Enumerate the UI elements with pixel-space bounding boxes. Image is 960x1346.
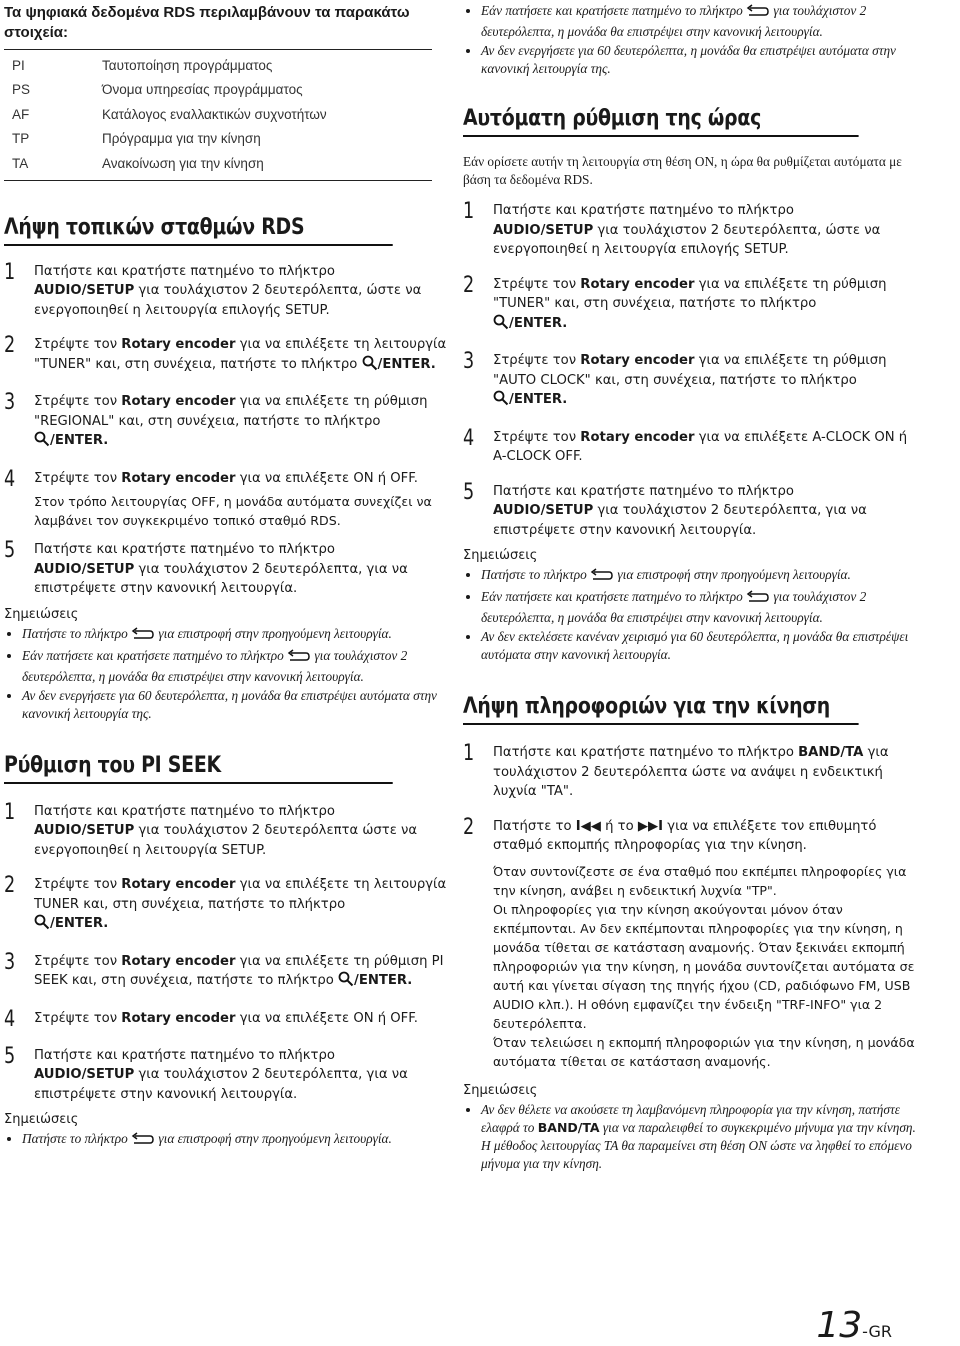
prev-track-icon: I◀◀ [575,818,601,834]
note-item [22,647,456,686]
rds-intro: Τα ψηφιακά δεδομένα RDS περιλαμβάνουν τα παρακάτω στοιχεία: [4,4,410,41]
text: Εάν πατήσετε και κρατήσετε πατημένο το πλήκτρο [481,589,747,604]
notes-list [4,1130,456,1151]
text: για τουλάχιστον 2 δευτερόλεπτα, για να επιστρέψετε στην κανονική λειτουργία. [34,1067,408,1102]
text: Πατήστε το πλήκτρο [22,1131,132,1146]
text: Πατήστε και κρατήστε πατημένο το πλήκτρο [493,203,794,218]
rds-desc: Κατάλογος εναλλακτικών συχνοτήτων [102,106,327,122]
text: για να επιλέξετε τη ρύθμιση "REGIONAL" και, στη συνέχεια, πατήστε το πλήκτρο [34,394,428,429]
text: για τουλάχιστον 2 δευτερόλεπτα, η μονάδα θα επιστρέψει στην κανονική λειτουργία. [481,3,867,39]
key-name: Rotary encoder [580,353,695,368]
step-number: 1 [463,199,475,224]
step-body [34,469,456,531]
text: για να παραλειφθεί το συγκεκριμένο μήνυμα για την κίνηση. Η μέθοδος λειτουργίας TA θα παραμείνει στη θέση ON ώστε να ληφθεί το επόμενο μήνυμα για την κίνηση. [481,1119,916,1171]
text: για να επιλέξετε τη λειτουργία TUNER και, στη συνέχεια, πατήστε το πλήκτρο [34,877,447,912]
step-body [493,817,923,1071]
step-text [493,817,923,856]
notes-title: Σημειώσεις [463,548,538,563]
step-number: 3 [4,949,16,975]
note-item: • Αν δεν ενεργήσετε για 60 δευτερόλεπτα, η μονάδα θα επιστρέψει αυτόματα στην κανονική λειτουργία της. [22,687,456,723]
step-text [34,952,456,994]
step-text [493,351,923,413]
step-explanation: Στον τρόπο λειτουργίας OFF, η μονάδα αυτόματα συνεχίζει να λαμβάνει τον συγκεκριμένο τοπικό σταθμό RDS. [34,494,432,528]
text: για να επιλέξετε τη ρύθμιση PI SEEK και, στη συνέχεια, πατήστε το πλήκτρο [34,953,444,988]
step-number: 5 [4,1043,16,1069]
key-name: Rotary encoder [121,877,236,892]
section-intro: Εάν ορίσετε αυτήν τη λειτουργία στη θέση ON, η ώρα θα ρυθμίζεται αυτόματα με βάση τα δεδομένα RDS. [463,154,902,187]
search-icon [34,914,50,937]
left-column [4,0,456,1152]
text: Στρέψτε τον [34,877,122,892]
text: για τουλάχιστον 2 δευτερόλεπτα ώστε να ανάψει η ενδεικτική λυχνία "TA". [493,745,889,799]
rds-desc: Πρόγραμμα για την κίνηση [102,131,261,147]
step-number: 2 [463,814,475,840]
key-name: AUDIO/SETUP [34,823,135,838]
step-text [34,392,456,454]
key-name: AUDIO/SETUP [34,283,135,298]
step-text [493,743,923,802]
step [4,259,456,321]
text: για να επιλέξετε τη λειτουργία "TUNER" και, στη συνέχεια, πατήστε το πλήκτρο [34,337,447,372]
step-text [34,540,456,599]
text: για τουλάχιστον 2 δευτερόλεπτα, η μονάδα θα επιστρέψει στην κανονική λειτουργία. [481,589,867,625]
return-icon [131,1132,155,1151]
key-name: /ENTER. [50,916,109,931]
note-item [22,1130,456,1151]
text: Πατήστε και κρατήστε πατημένο το πλήκτρο [34,1047,335,1063]
step-text [493,482,923,541]
section-title: Λήψη τοπικών σταθμών RDS [4,215,393,246]
search-icon [493,390,509,413]
search-icon [493,314,509,337]
text: για επιστροφή στην προηγούμενη λειτουργία. [614,567,851,582]
step-number: 2 [4,873,16,898]
right-column [463,0,923,1174]
key-name: Rotary encoder [121,953,236,969]
notes-list [463,566,923,664]
text: Πατήστε και κρατήστε πατημένο το πλήκτρο [493,745,799,760]
key-name: /ENTER. [509,315,568,331]
key-name: AUDIO/SETUP [34,561,135,577]
notes-list [463,1101,923,1173]
step [4,1006,456,1032]
step-number: 2 [4,333,16,358]
step-text [34,802,456,861]
text: Στρέψτε τον [34,394,122,409]
key-name: Rotary encoder [580,276,695,292]
key-name: Rotary encoder [121,394,236,409]
search-icon [34,431,50,454]
step-text [34,335,456,377]
notes-title: Σημειώσεις [4,1112,79,1127]
notes-title: Σημειώσεις [463,1082,538,1098]
table-row [4,78,432,103]
note-item: • Αν δεν ενεργήσετε για 60 δευτερόλεπτα, η μονάδα θα επιστρέψει αυτόματα στην κανονική λειτουργία της. [481,42,923,78]
key-name: Rotary encoder [121,470,236,486]
step-text [493,275,923,337]
notes-title: Σημειώσεις [4,606,79,622]
text: για τουλάχιστον 2 δευτερόλεπτα, για να επιστρέψετε στην κανονική λειτουργία. [493,503,867,538]
text: Πατήστε το [493,818,576,834]
table-row [4,102,432,127]
key-name: /ENTER. [509,392,568,407]
table-row [4,151,432,180]
step [463,351,923,413]
search-icon [362,355,378,378]
rds-desc: Ανακοίνωση για την κίνηση [102,155,264,171]
step [4,949,456,994]
step [4,799,456,861]
key-name: AUDIO/SETUP [493,222,594,238]
return-icon [590,568,614,587]
text: Εάν πατήσετε και κρατήσετε πατημένο το πλήκτρο [481,3,747,18]
key-name: BAND/TA [798,745,864,760]
page-number-suffix: -GR [862,1322,892,1341]
step-text [34,875,456,937]
text: για να επιλέξετε τη ρύθμιση "AUTO CLOCK" και, στη συνέχεια, πατήστε το πλήκτρο [493,353,887,388]
rds-desc: Όνομα υπηρεσίας προγράμματος [102,82,303,98]
return-icon [746,4,770,23]
text: Πατήστε και κρατήστε πατημένο το πλήκτρο [493,483,794,499]
text: Πατήστε και κρατήστε πατημένο το πλήκτρο [34,263,335,279]
step-number: 5 [463,479,475,505]
text: ή το [600,818,638,834]
text: Στρέψτε τον [493,353,581,368]
key-name: AUDIO/SETUP [493,503,594,518]
key-name: Rotary encoder [580,429,695,445]
text: Πατήστε το πλήκτρο [22,625,132,641]
text: Στρέψτε τον [34,337,122,352]
text: για τουλάχιστον 2 δευτερόλεπτα ώστε να ενεργοποιηθεί η λειτουργία SETUP. [34,823,418,858]
step [463,425,923,467]
rds-desc: Ταυτοποίηση προγράμματος [102,57,273,73]
next-track-icon: ▶▶I [637,818,664,834]
step [463,743,923,802]
section-title: Λήψη πληροφοριών για την κίνηση [463,694,859,725]
key-name: Rotary encoder [121,337,236,352]
note-item [481,588,923,627]
step-number: 5 [4,538,16,563]
table-row [4,50,432,78]
step [463,201,923,260]
text: για τουλάχιστον 2 δευτερόλεπτα, για να επιστρέψετε στην κανονική λειτουργία. [34,561,408,596]
step-number: 4 [4,1006,16,1032]
text: Πατήστε το πλήκτρο [481,567,591,582]
note-item: • Αν δεν εκτελέσετε κανέναν χειρισμό για 60 δευτερόλεπτα, η μονάδα θα επιστρέψει αυτόματα στην κανονική λειτουργία. [481,628,923,664]
text: Στρέψτε τον [34,1010,122,1026]
key-name: /ENTER. [354,973,413,988]
text: για να επιλέξετε A-CLOCK ON ή A-CLOCK OFF. [493,429,908,464]
step-text [34,469,456,489]
step-number: 3 [463,349,475,374]
step-text [493,201,923,260]
text: για τουλάχιστον 2 δευτερόλεπτα, ώστε να ενεργοποιηθεί η λειτουργία επιλογής SETUP. [34,283,422,318]
note-item [481,566,923,587]
text: Πατήστε και κρατήστε πατημένο το πλήκτρο [34,803,335,819]
step [463,272,923,337]
rds-table [4,49,432,181]
note-item [481,1101,923,1173]
step-number: 1 [4,799,16,825]
return-icon [287,649,311,668]
table-row [4,127,432,152]
key-name: /ENTER. [377,356,436,372]
text: για να επιλέξετε τον επιθυμητό σταθμό εκπομπής πληροφορίας για την κίνηση. [493,818,877,853]
rds-key: PI [12,57,25,73]
step-text [34,1046,456,1105]
key-name: Rotary encoder [121,1010,236,1026]
step-number: 4 [463,425,475,451]
key-name: /ENTER. [50,433,109,448]
step-number: 1 [4,259,16,285]
step-explanation: Οι πληροφορίες για την κίνηση ακούγονται μόνον όταν εκπέμπονται. Αν δεν εκπέμπονται πληροφορίες για την κίνηση, η μονάδα τίθεται σε κατάσταση αναμονής. Όταν ξεκινάει εκπομπή πληροφοριών για την κίνηση, η μονάδα συντονίζεται αυτόματα σε αυτή και γίνεται σίγαση της πηγής ήχου (CD, ραδιόφωνο FM, USB AUDIO κλπ.). Η οθόνη εμφανίζει την ένδειξη "TRF-INFO" για 2 δευτερόλεπτα. [493,901,915,1031]
text: για επιστροφή στην προηγούμενη λειτουργία. [155,1131,392,1146]
step-text [493,428,923,467]
section-piseek [4,753,456,1152]
notes-list [4,625,456,723]
step-number: 1 [463,741,475,766]
step [463,814,923,1071]
section-title: Ρύθμιση του PI SEEK [4,753,393,784]
step-number: 2 [463,272,475,298]
step-explanation: Όταν τελειώσει η εκπομπή πληροφοριών για την κίνηση, η μονάδα αυτόματα τίθεται σε κατάσταση αναμονής. [493,1034,915,1069]
note-item [481,2,923,41]
text: Στρέψτε τον [493,276,581,292]
text: για να επιλέξετε ON ή OFF. [235,470,418,486]
rds-key: TP [12,131,30,147]
step [4,392,456,454]
section-auto-clock [463,106,923,664]
text: Εάν πατήσετε και κρατήσετε πατημένο το πλήκτρο [22,647,288,663]
step [4,875,456,937]
search-icon [338,971,354,994]
text: Στρέψτε τον [34,470,122,486]
page-number [816,1305,892,1346]
text: Πατήστε και κρατήστε πατημένο το πλήκτρο [34,542,335,557]
text: για να επιλέξετε τη ρύθμιση "TUNER" και, στη συνέχεια, πατήστε το πλήκτρο [493,276,887,311]
section-title: Αυτόματη ρύθμιση της ώρας [463,106,859,137]
text: Αν δεν θέλετε να ακούσετε τη λαμβανόμενη πληροφορία για την κίνηση, πατήστε ελαφρά το [481,1101,900,1135]
text: Στρέψτε τον [493,429,581,445]
step-number: 4 [4,466,16,492]
key-name: AUDIO/SETUP [34,1067,135,1082]
text: Στρέψτε τον [34,953,122,969]
step-text [34,262,456,321]
page-number-value: 13 [816,1305,863,1346]
section-traffic [463,694,923,1173]
rds-key: AF [12,106,30,122]
text: για τουλάχιστον 2 δευτερόλεπτα, ώστε να ενεργοποιηθεί η λειτουργία επιλογής SETUP. [493,222,881,257]
step-number: 3 [4,390,16,415]
key-name: BAND/TA [537,1119,600,1135]
step-explanation: Όταν συντονίζεστε σε ένα σταθμό που εκπέμπει πληροφορίες για την κίνηση, ανάβει η ενδεικτική λυχνία "TP". [493,863,907,898]
text: για τουλάχιστον 2 δευτερόλεπτα, η μονάδα θα επιστρέψει στην κανονική λειτουργία. [22,647,408,684]
rds-key: TA [12,155,29,171]
text: για να επιλέξετε ON ή OFF. [235,1010,418,1026]
return-icon [746,590,770,609]
return-icon [131,627,155,646]
notes-list [463,2,923,78]
text: για επιστροφή στην προηγούμενη λειτουργία. [155,625,392,641]
step [4,335,456,377]
step [4,540,456,599]
step-text [34,1009,418,1031]
step [4,1043,456,1105]
step [463,479,923,541]
rds-key: PS [12,82,31,98]
section-regional [4,215,456,723]
step [4,466,456,531]
note-item [22,625,456,646]
